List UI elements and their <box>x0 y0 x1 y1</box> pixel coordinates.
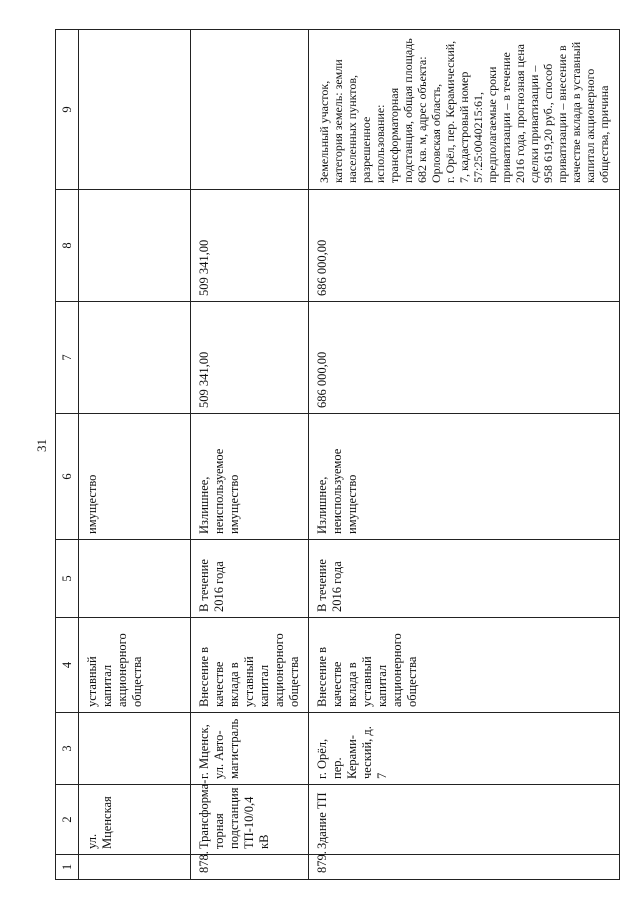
row-number: 878. <box>191 855 309 880</box>
header-row <box>56 30 79 880</box>
row-number: 879. <box>309 855 620 880</box>
page-number: 31 <box>34 439 49 452</box>
book-value: 686 000,00 <box>309 302 620 414</box>
privatization-reason: имущество <box>79 414 191 540</box>
object-address <box>79 713 191 785</box>
header-cell: 9 <box>56 30 79 190</box>
privatization-term: В течение 2016 года <box>309 540 620 618</box>
row-number <box>79 855 191 880</box>
forecast-price: 686 000,00 <box>309 190 620 302</box>
privatization-method: уставный капитал акционерного общества <box>79 618 191 713</box>
book-value: 509 341,00 <box>191 302 309 414</box>
object-address: г. Мценск, ул. Авто-магистраль <box>191 713 309 785</box>
object-name: Здание ТП <box>309 785 620 855</box>
object-address: г. Орёл, пер. Керами-ческий, д. 7 <box>309 713 620 785</box>
header-cell: 3 <box>56 713 79 785</box>
table-row <box>79 30 191 880</box>
header-cell: 2 <box>56 785 79 855</box>
land-plot-notes: Земельный участок, категория земель: земли населенных пунктов, разрешенное использование: трансформаторная подстанция, общая площадь 682 кв. м, адрес объекта: Орловская область, г. Орёл, пер. Керамический, 7, кадастровый номер 57:25:0040215:61, предполагаемые сроки приватизации – в течение 2016 года, прогнозная цена сделки приватизации – 958 619,20 руб., способ приватизации – внесение в качестве вклада в уставный капитал акционерного общества, причина <box>309 30 620 190</box>
header-cell: 8 <box>56 190 79 302</box>
header-cell: 4 <box>56 618 79 713</box>
header-cell: 1 <box>56 855 79 880</box>
forecast-price: 509 341,00 <box>191 190 309 302</box>
book-value <box>79 302 191 414</box>
privatization-term <box>79 540 191 618</box>
privatization-reason: Излишнее, неиспользуемое имущество <box>309 414 620 540</box>
privatization-method: Внесение в качестве вклада в уставный капитал акционерного общества <box>191 618 309 713</box>
rotated-table-container <box>55 30 615 880</box>
table-row <box>309 30 620 880</box>
privatization-term: В течение 2016 года <box>191 540 309 618</box>
forecast-price <box>79 190 191 302</box>
header-cell: 7 <box>56 302 79 414</box>
object-name: Трансформа- торная подстанция ТП-10/0,4 кВ <box>191 785 309 855</box>
land-plot-notes <box>191 30 309 190</box>
table-row <box>191 30 309 880</box>
land-plot-notes <box>79 30 191 190</box>
object-name: ул. Мценская <box>79 785 191 855</box>
header-cell: 6 <box>56 414 79 540</box>
privatization-method: Внесение в качестве вклада в уставный капитал акционерного общества <box>309 618 620 713</box>
header-cell: 5 <box>56 540 79 618</box>
privatization-reason: Излишнее, неиспользуемое имущество <box>191 414 309 540</box>
privatization-table <box>55 29 620 880</box>
